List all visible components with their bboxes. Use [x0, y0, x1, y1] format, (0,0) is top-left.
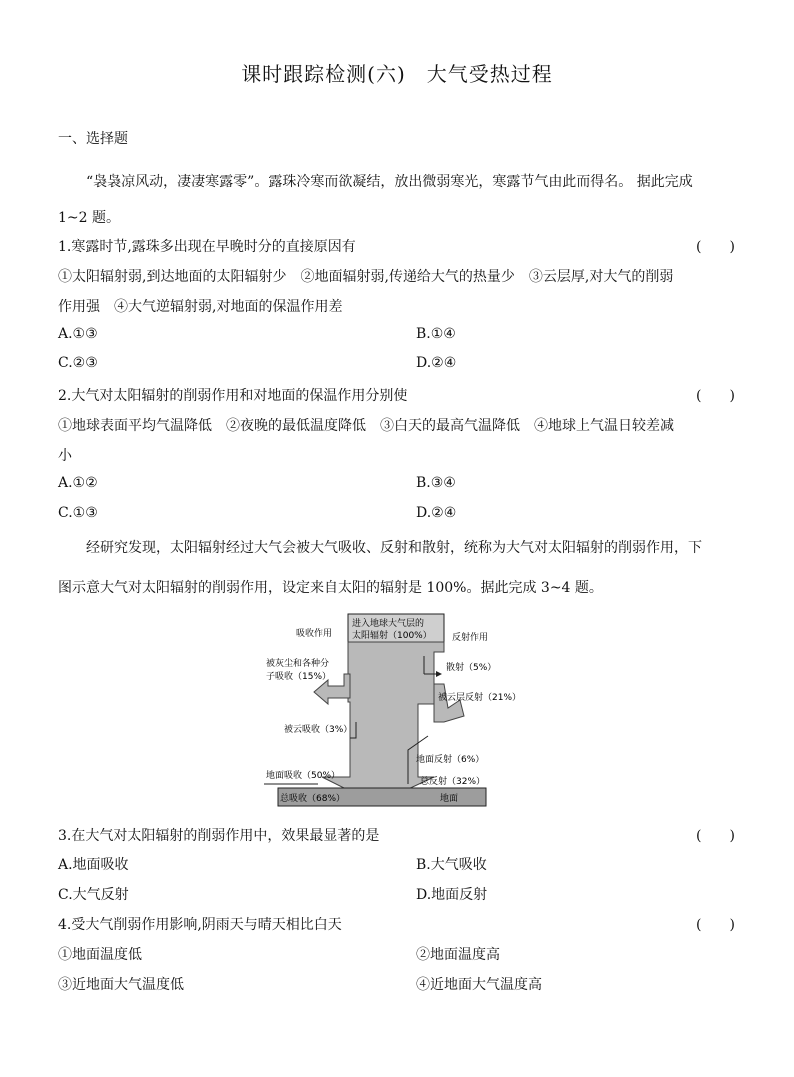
q2-options-line1: ①地球表面平均气温降低 ②夜晚的最低温度降低 ③白天的最高气温降低 ④地球上气温日较差减	[58, 418, 674, 434]
radiation-diagram	[258, 612, 522, 812]
intro1-line2: 1~2 题。	[58, 210, 120, 226]
radiation-diagram-svg	[258, 612, 522, 812]
q1-choice-b[interactable]: B.①④	[416, 326, 456, 342]
label-ground: 地面	[440, 794, 459, 804]
label-total-absorb: 总吸收（68%）	[280, 794, 346, 804]
label-scatter: 散射（5%）	[446, 663, 497, 673]
q1-choice-d[interactable]: D.②④	[416, 355, 457, 371]
q3-choice-b[interactable]: B.大气吸收	[416, 857, 487, 873]
section-heading: 一、选择题	[58, 131, 128, 147]
label-incoming-2: 太阳辐射（100%）	[352, 631, 432, 641]
label-dust-1: 被灰尘和各种分	[266, 659, 330, 669]
label-absorption: 吸收作用	[296, 629, 333, 639]
q4-option-3[interactable]: ③近地面大气温度低	[58, 977, 184, 993]
q2-stem: 2.大气对太阳辐射的削弱作用和对地面的保温作用分别使	[58, 388, 408, 404]
q1-options-line2: 作用强 ④大气逆辐射弱,对地面的保温作用差	[58, 299, 343, 315]
q1-stem: 1.寒露时节,露珠多出现在早晚时分的直接原因有	[58, 239, 356, 255]
q1-choice-a[interactable]: A.①③	[58, 326, 98, 342]
q4-answer-paren: ( )	[696, 917, 735, 933]
q2-choice-b[interactable]: B.③④	[416, 475, 456, 491]
q1-options-line1: ①太阳辐射弱,到达地面的太阳辐射少 ②地面辐射弱,传递给大气的热量少 ③云层厚,对大气的削弱	[58, 269, 674, 285]
label-ground-absorb: 地面吸收（50%）	[266, 771, 341, 781]
q4-option-1[interactable]: ①地面温度低	[58, 947, 142, 963]
label-cloud-absorb: 被云吸收（3%）	[284, 725, 353, 735]
q4-option-2[interactable]: ②地面温度高	[416, 947, 500, 963]
q2-options-line2: 小	[58, 448, 72, 464]
page-title: 课时跟踪检测(六) 大气受热过程	[241, 62, 553, 86]
q3-choice-c[interactable]: C.大气反射	[58, 887, 129, 903]
q1-answer-paren: ( )	[696, 239, 735, 255]
q3-choice-a[interactable]: A.地面吸收	[58, 857, 129, 873]
q4-option-4[interactable]: ④近地面大气温度高	[416, 977, 542, 993]
label-reflection: 反射作用	[452, 633, 489, 643]
q2-answer-paren: ( )	[696, 388, 735, 404]
intro2-line2: 图示意大气对太阳辐射的削弱作用，设定来自太阳的辐射是 100%。据此完成 3~4 题。	[58, 580, 603, 596]
intro1-line1: “袅袅凉风动，凄凄寒露零”。露珠冷寒而欲凝结，放出微弱寒光，寒露节气由此而得名。 据此完成	[86, 174, 693, 190]
q2-choice-a[interactable]: A.①②	[58, 475, 98, 491]
cloud-reflection-arrow	[434, 684, 464, 722]
q4-stem: 4.受大气削弱作用影响,阴雨天与晴天相比白天	[58, 917, 342, 933]
q3-stem: 3.在大气对太阳辐射的削弱作用中，效果最显著的是	[58, 828, 380, 844]
intro2-line1: 经研究发现，太阳辐射经过大气会被大气吸收、反射和散射，统称为大气对太阳辐射的削弱作用，下	[86, 540, 702, 556]
q3-choice-d[interactable]: D.地面反射	[416, 887, 488, 903]
q3-answer-paren: ( )	[696, 828, 735, 844]
label-total-reflect: 总反射（32%）	[420, 777, 486, 787]
q2-choice-c[interactable]: C.①③	[58, 505, 98, 521]
label-cloud-reflect: 被云层反射（21%）	[438, 693, 522, 703]
q1-choice-c[interactable]: C.②③	[58, 355, 98, 371]
q2-choice-d[interactable]: D.②④	[416, 505, 457, 521]
scatter-arrowhead	[436, 671, 442, 677]
label-ground-reflect: 地面反射（6%）	[416, 755, 485, 765]
label-dust-2: 子吸收（15%）	[266, 672, 332, 682]
label-incoming: 进入地球大气层的	[352, 619, 425, 629]
